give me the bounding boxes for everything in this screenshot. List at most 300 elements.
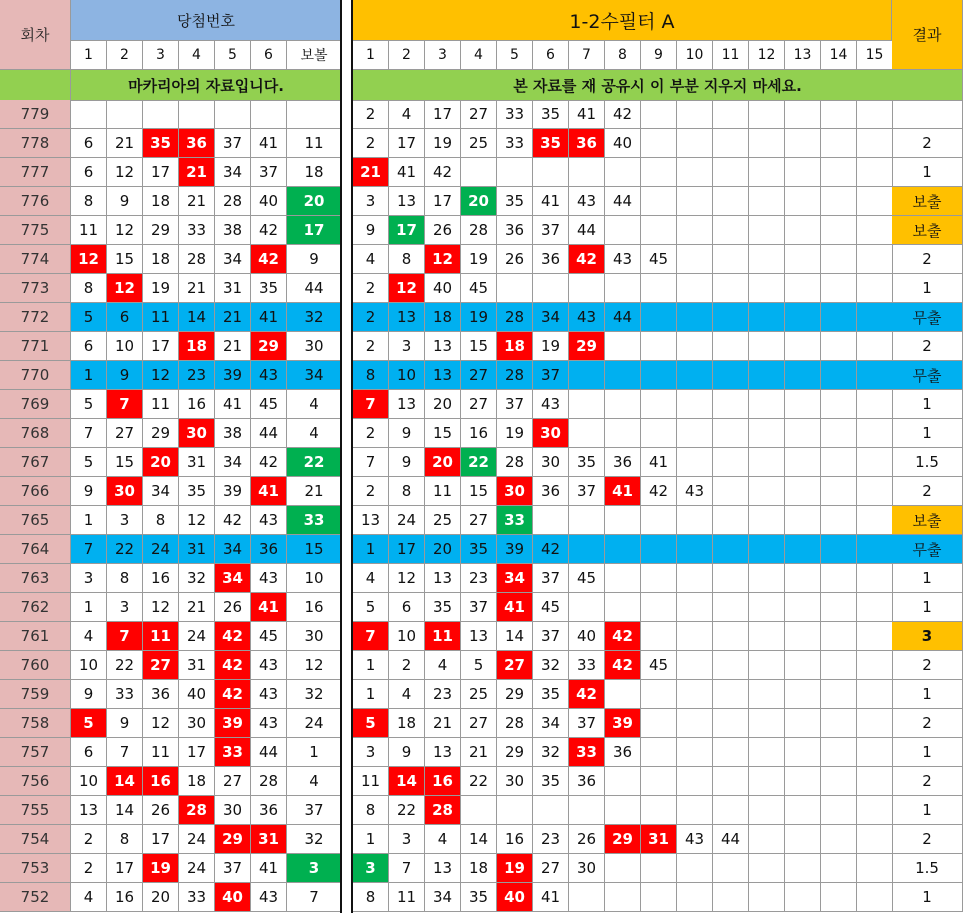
filter-number-cell[interactable] [785, 332, 821, 361]
filter-number-cell[interactable]: 5 [461, 651, 497, 680]
filter-number-cell[interactable] [785, 564, 821, 593]
filter-number-cell[interactable] [641, 593, 677, 622]
filter-number-cell[interactable] [749, 390, 785, 419]
filter-number-cell[interactable]: 9 [353, 216, 389, 245]
draw-number-cell[interactable]: 34 [215, 245, 251, 274]
header-filter-col[interactable]: 11 [713, 41, 749, 70]
filter-number-cell[interactable] [821, 796, 857, 825]
draw-number-cell[interactable]: 1 [71, 361, 107, 390]
header-draw-col[interactable]: 4 [179, 41, 215, 70]
draw-number-cell[interactable]: 14 [107, 796, 143, 825]
filter-number-cell[interactable] [461, 158, 497, 187]
filter-number-cell[interactable]: 15 [425, 419, 461, 448]
filter-number-cell[interactable] [533, 506, 569, 535]
draw-number-cell[interactable]: 31 [179, 448, 215, 477]
filter-number-cell[interactable] [677, 593, 713, 622]
header-filter-col[interactable]: 6 [533, 41, 569, 70]
filter-number-cell[interactable]: 40 [605, 129, 641, 158]
filter-number-cell[interactable] [785, 390, 821, 419]
filter-number-cell[interactable] [821, 506, 857, 535]
round-cell[interactable]: 755 [0, 796, 71, 825]
filter-number-cell[interactable]: 31 [641, 825, 677, 854]
filter-number-cell[interactable]: 20 [461, 187, 497, 216]
filter-number-cell[interactable] [821, 419, 857, 448]
draw-number-cell[interactable]: 42 [251, 245, 287, 274]
header-filter-col[interactable]: 9 [641, 41, 677, 70]
filter-number-cell[interactable]: 44 [605, 187, 641, 216]
filter-number-cell[interactable]: 34 [533, 709, 569, 738]
draw-number-cell[interactable]: 17 [143, 158, 179, 187]
draw-number-cell[interactable]: 12 [71, 245, 107, 274]
filter-number-cell[interactable] [749, 100, 785, 129]
filter-number-cell[interactable]: 23 [461, 564, 497, 593]
filter-number-cell[interactable]: 18 [461, 854, 497, 883]
filter-number-cell[interactable]: 23 [533, 825, 569, 854]
filter-number-cell[interactable] [713, 245, 749, 274]
draw-number-cell[interactable]: 7 [107, 622, 143, 651]
filter-number-cell[interactable]: 19 [461, 303, 497, 332]
draw-number-cell[interactable]: 26 [143, 796, 179, 825]
filter-number-cell[interactable] [641, 564, 677, 593]
draw-number-cell[interactable]: 41 [251, 593, 287, 622]
draw-number-cell[interactable]: 1 [71, 506, 107, 535]
filter-number-cell[interactable] [605, 506, 641, 535]
draw-number-cell[interactable]: 8 [107, 564, 143, 593]
bonus-cell[interactable]: 4 [287, 390, 342, 419]
filter-number-cell[interactable]: 27 [461, 361, 497, 390]
filter-number-cell[interactable]: 22 [461, 767, 497, 796]
filter-number-cell[interactable] [857, 245, 893, 274]
draw-number-cell[interactable]: 11 [143, 390, 179, 419]
draw-number-cell[interactable]: 41 [251, 129, 287, 158]
draw-number-cell[interactable]: 29 [143, 419, 179, 448]
result-cell[interactable]: 2 [892, 825, 963, 854]
filter-number-cell[interactable] [749, 767, 785, 796]
filter-number-cell[interactable]: 35 [461, 535, 497, 564]
filter-number-cell[interactable]: 35 [533, 100, 569, 129]
filter-number-cell[interactable]: 34 [533, 303, 569, 332]
bonus-cell[interactable]: 24 [287, 709, 342, 738]
filter-number-cell[interactable]: 41 [389, 158, 425, 187]
draw-number-cell[interactable]: 29 [143, 216, 179, 245]
draw-number-cell[interactable]: 43 [251, 883, 287, 912]
draw-number-cell[interactable]: 28 [179, 796, 215, 825]
header-filter-col[interactable]: 1 [353, 41, 389, 70]
filter-number-cell[interactable] [677, 361, 713, 390]
filter-number-cell[interactable]: 9 [389, 419, 425, 448]
draw-number-cell[interactable]: 21 [179, 593, 215, 622]
filter-number-cell[interactable]: 44 [605, 303, 641, 332]
filter-number-cell[interactable]: 42 [605, 651, 641, 680]
filter-number-cell[interactable] [677, 100, 713, 129]
filter-number-cell[interactable]: 35 [533, 767, 569, 796]
draw-number-cell[interactable]: 7 [107, 390, 143, 419]
draw-number-cell[interactable]: 35 [143, 129, 179, 158]
filter-number-cell[interactable] [857, 274, 893, 303]
result-cell[interactable]: 2 [892, 129, 963, 158]
filter-number-cell[interactable]: 2 [353, 477, 389, 506]
result-cell[interactable]: 1 [892, 883, 963, 912]
draw-number-cell[interactable]: 8 [143, 506, 179, 535]
draw-number-cell[interactable]: 39 [215, 477, 251, 506]
filter-number-cell[interactable] [785, 593, 821, 622]
filter-number-cell[interactable] [785, 535, 821, 564]
round-cell[interactable]: 760 [0, 651, 71, 680]
round-cell[interactable]: 779 [0, 100, 71, 129]
filter-number-cell[interactable] [677, 390, 713, 419]
filter-number-cell[interactable]: 12 [389, 564, 425, 593]
draw-number-cell[interactable]: 42 [251, 448, 287, 477]
filter-number-cell[interactable]: 1 [353, 680, 389, 709]
filter-number-cell[interactable] [857, 187, 893, 216]
filter-number-cell[interactable]: 26 [497, 245, 533, 274]
filter-number-cell[interactable] [569, 158, 605, 187]
draw-number-cell[interactable]: 17 [179, 738, 215, 767]
draw-number-cell[interactable]: 4 [71, 883, 107, 912]
filter-number-cell[interactable]: 37 [533, 564, 569, 593]
filter-number-cell[interactable] [857, 680, 893, 709]
filter-number-cell[interactable]: 7 [353, 390, 389, 419]
bonus-cell[interactable]: 20 [287, 187, 342, 216]
filter-number-cell[interactable]: 7 [389, 854, 425, 883]
round-cell[interactable]: 778 [0, 129, 71, 158]
filter-number-cell[interactable]: 1 [353, 825, 389, 854]
filter-number-cell[interactable] [605, 158, 641, 187]
filter-number-cell[interactable] [677, 506, 713, 535]
filter-number-cell[interactable]: 34 [425, 883, 461, 912]
bonus-cell[interactable]: 34 [287, 361, 342, 390]
filter-number-cell[interactable]: 27 [461, 390, 497, 419]
filter-number-cell[interactable]: 26 [425, 216, 461, 245]
filter-number-cell[interactable]: 2 [353, 129, 389, 158]
bonus-cell[interactable]: 30 [287, 622, 342, 651]
filter-number-cell[interactable]: 17 [389, 129, 425, 158]
draw-number-cell[interactable]: 19 [143, 274, 179, 303]
filter-number-cell[interactable] [857, 883, 893, 912]
round-cell[interactable]: 756 [0, 767, 71, 796]
draw-number-cell[interactable]: 6 [107, 303, 143, 332]
filter-number-cell[interactable] [569, 274, 605, 303]
draw-number-cell[interactable]: 31 [215, 274, 251, 303]
round-cell[interactable]: 773 [0, 274, 71, 303]
filter-number-cell[interactable]: 30 [497, 477, 533, 506]
bonus-cell[interactable]: 32 [287, 825, 342, 854]
filter-number-cell[interactable]: 1 [353, 651, 389, 680]
filter-number-cell[interactable]: 20 [425, 390, 461, 419]
filter-number-cell[interactable] [677, 129, 713, 158]
filter-number-cell[interactable]: 36 [605, 448, 641, 477]
filter-number-cell[interactable] [497, 796, 533, 825]
draw-number-cell[interactable]: 10 [71, 651, 107, 680]
result-cell[interactable]: 1 [892, 680, 963, 709]
filter-number-cell[interactable] [569, 593, 605, 622]
filter-number-cell[interactable] [785, 361, 821, 390]
filter-number-cell[interactable] [641, 767, 677, 796]
filter-number-cell[interactable] [857, 535, 893, 564]
filter-number-cell[interactable] [821, 303, 857, 332]
filter-number-cell[interactable] [749, 448, 785, 477]
result-cell[interactable]: 1 [892, 158, 963, 187]
filter-number-cell[interactable]: 29 [497, 738, 533, 767]
filter-number-cell[interactable] [821, 477, 857, 506]
round-cell[interactable]: 770 [0, 361, 71, 390]
draw-number-cell[interactable]: 34 [215, 448, 251, 477]
filter-number-cell[interactable] [677, 796, 713, 825]
draw-number-cell[interactable]: 8 [71, 187, 107, 216]
filter-number-cell[interactable] [533, 158, 569, 187]
draw-number-cell[interactable]: 31 [179, 535, 215, 564]
bonus-cell[interactable]: 4 [287, 767, 342, 796]
filter-number-cell[interactable]: 3 [353, 854, 389, 883]
draw-number-cell[interactable]: 42 [215, 680, 251, 709]
draw-number-cell[interactable]: 2 [71, 854, 107, 883]
filter-number-cell[interactable] [821, 245, 857, 274]
filter-number-cell[interactable]: 16 [461, 419, 497, 448]
result-cell[interactable]: 2 [892, 477, 963, 506]
result-cell[interactable]: 무출 [892, 361, 963, 390]
bonus-cell[interactable]: 37 [287, 796, 342, 825]
draw-number-cell[interactable]: 41 [251, 303, 287, 332]
filter-number-cell[interactable]: 35 [497, 187, 533, 216]
header-draw-col[interactable]: 5 [215, 41, 251, 70]
filter-number-cell[interactable] [497, 274, 533, 303]
filter-number-cell[interactable] [713, 738, 749, 767]
result-cell[interactable]: 1 [892, 390, 963, 419]
filter-number-cell[interactable] [641, 709, 677, 738]
filter-number-cell[interactable]: 29 [497, 680, 533, 709]
filter-number-cell[interactable] [641, 129, 677, 158]
filter-number-cell[interactable]: 19 [533, 332, 569, 361]
filter-number-cell[interactable] [749, 825, 785, 854]
draw-number-cell[interactable]: 37 [215, 129, 251, 158]
filter-number-cell[interactable] [749, 187, 785, 216]
filter-number-cell[interactable]: 33 [497, 506, 533, 535]
filter-number-cell[interactable] [713, 100, 749, 129]
draw-number-cell[interactable]: 43 [251, 564, 287, 593]
filter-number-cell[interactable] [821, 158, 857, 187]
filter-number-cell[interactable]: 35 [461, 883, 497, 912]
filter-number-cell[interactable] [713, 506, 749, 535]
filter-number-cell[interactable] [857, 593, 893, 622]
draw-number-cell[interactable]: 12 [107, 158, 143, 187]
filter-number-cell[interactable]: 26 [569, 825, 605, 854]
filter-number-cell[interactable]: 4 [353, 245, 389, 274]
header-filter-col[interactable]: 10 [677, 41, 713, 70]
draw-number-cell[interactable]: 5 [71, 303, 107, 332]
draw-number-cell[interactable]: 41 [251, 854, 287, 883]
filter-number-cell[interactable]: 25 [461, 129, 497, 158]
round-cell[interactable]: 754 [0, 825, 71, 854]
filter-number-cell[interactable]: 42 [605, 100, 641, 129]
header-draw[interactable]: 당첨번호 [71, 0, 342, 41]
bonus-cell[interactable]: 9 [287, 245, 342, 274]
draw-number-cell[interactable]: 16 [107, 883, 143, 912]
draw-number-cell[interactable]: 39 [215, 361, 251, 390]
draw-number-cell[interactable]: 38 [215, 419, 251, 448]
filter-number-cell[interactable]: 4 [425, 651, 461, 680]
filter-number-cell[interactable]: 24 [389, 506, 425, 535]
filter-number-cell[interactable] [785, 506, 821, 535]
filter-number-cell[interactable]: 45 [533, 593, 569, 622]
result-cell[interactable]: 2 [892, 651, 963, 680]
bonus-cell[interactable]: 10 [287, 564, 342, 593]
result-cell[interactable]: 1 [892, 274, 963, 303]
result-cell[interactable]: 1.5 [892, 448, 963, 477]
filter-number-cell[interactable] [461, 796, 497, 825]
filter-number-cell[interactable]: 42 [641, 477, 677, 506]
filter-number-cell[interactable] [713, 303, 749, 332]
draw-number-cell[interactable]: 35 [251, 274, 287, 303]
filter-number-cell[interactable] [785, 680, 821, 709]
filter-number-cell[interactable]: 41 [569, 100, 605, 129]
filter-number-cell[interactable]: 33 [497, 100, 533, 129]
filter-number-cell[interactable] [641, 883, 677, 912]
header-filter-col[interactable]: 3 [425, 41, 461, 70]
draw-number-cell[interactable]: 37 [251, 158, 287, 187]
filter-number-cell[interactable]: 17 [425, 187, 461, 216]
filter-number-cell[interactable]: 28 [497, 448, 533, 477]
filter-number-cell[interactable] [857, 129, 893, 158]
filter-number-cell[interactable] [641, 274, 677, 303]
filter-number-cell[interactable] [785, 158, 821, 187]
filter-number-cell[interactable] [605, 593, 641, 622]
draw-number-cell[interactable]: 26 [215, 593, 251, 622]
draw-number-cell[interactable]: 27 [107, 419, 143, 448]
filter-number-cell[interactable] [785, 709, 821, 738]
header-filter-col[interactable]: 2 [389, 41, 425, 70]
bonus-cell[interactable]: 30 [287, 332, 342, 361]
filter-number-cell[interactable] [677, 767, 713, 796]
filter-number-cell[interactable] [713, 564, 749, 593]
bonus-cell[interactable]: 3 [287, 854, 342, 883]
filter-number-cell[interactable]: 17 [389, 535, 425, 564]
draw-number-cell[interactable]: 44 [251, 738, 287, 767]
round-cell[interactable]: 759 [0, 680, 71, 709]
filter-number-cell[interactable] [605, 796, 641, 825]
round-cell[interactable]: 766 [0, 477, 71, 506]
filter-number-cell[interactable] [749, 593, 785, 622]
filter-number-cell[interactable] [713, 477, 749, 506]
filter-number-cell[interactable] [533, 274, 569, 303]
draw-number-cell[interactable]: 43 [251, 651, 287, 680]
header-filter-col[interactable]: 12 [749, 41, 785, 70]
filter-number-cell[interactable]: 39 [605, 709, 641, 738]
bonus-cell[interactable]: 4 [287, 419, 342, 448]
draw-number-cell[interactable]: 9 [107, 361, 143, 390]
result-cell[interactable]: 2 [892, 332, 963, 361]
round-cell[interactable]: 763 [0, 564, 71, 593]
draw-number-cell[interactable]: 33 [107, 680, 143, 709]
filter-number-cell[interactable] [677, 332, 713, 361]
filter-number-cell[interactable] [713, 767, 749, 796]
draw-number-cell[interactable]: 6 [71, 129, 107, 158]
draw-number-cell[interactable]: 15 [107, 448, 143, 477]
filter-number-cell[interactable] [677, 187, 713, 216]
header-draw-col[interactable]: 3 [143, 41, 179, 70]
draw-number-cell[interactable]: 8 [71, 274, 107, 303]
filter-number-cell[interactable]: 2 [389, 651, 425, 680]
draw-number-cell[interactable]: 34 [215, 564, 251, 593]
filter-number-cell[interactable] [857, 564, 893, 593]
filter-number-cell[interactable]: 43 [569, 303, 605, 332]
filter-number-cell[interactable] [677, 274, 713, 303]
draw-number-cell[interactable]: 24 [179, 825, 215, 854]
filter-number-cell[interactable] [785, 825, 821, 854]
filter-number-cell[interactable] [857, 506, 893, 535]
filter-number-cell[interactable]: 3 [353, 738, 389, 767]
filter-number-cell[interactable] [749, 506, 785, 535]
draw-number-cell[interactable]: 29 [215, 825, 251, 854]
draw-number-cell[interactable]: 1 [71, 593, 107, 622]
filter-number-cell[interactable] [857, 825, 893, 854]
filter-number-cell[interactable] [749, 680, 785, 709]
draw-number-cell[interactable]: 21 [179, 158, 215, 187]
filter-number-cell[interactable] [713, 274, 749, 303]
filter-number-cell[interactable] [821, 216, 857, 245]
draw-number-cell[interactable]: 36 [251, 796, 287, 825]
filter-number-cell[interactable] [785, 796, 821, 825]
draw-number-cell[interactable]: 45 [251, 390, 287, 419]
draw-number-cell[interactable]: 40 [251, 187, 287, 216]
result-cell[interactable]: 2 [892, 767, 963, 796]
draw-number-cell[interactable]: 16 [179, 390, 215, 419]
filter-number-cell[interactable]: 40 [569, 622, 605, 651]
filter-number-cell[interactable]: 2 [353, 303, 389, 332]
draw-number-cell[interactable]: 33 [215, 738, 251, 767]
filter-number-cell[interactable]: 37 [569, 709, 605, 738]
note-right[interactable]: 본 자료를 재 공유시 이 부분 지우지 마세요. [353, 70, 963, 101]
result-cell[interactable]: 무출 [892, 303, 963, 332]
note-left[interactable]: 마카리아의 자료입니다. [71, 70, 342, 101]
filter-number-cell[interactable]: 20 [425, 535, 461, 564]
filter-number-cell[interactable]: 23 [425, 680, 461, 709]
filter-number-cell[interactable]: 36 [569, 129, 605, 158]
filter-number-cell[interactable] [713, 709, 749, 738]
filter-number-cell[interactable]: 13 [425, 361, 461, 390]
filter-number-cell[interactable]: 30 [533, 419, 569, 448]
filter-number-cell[interactable] [857, 419, 893, 448]
round-cell[interactable]: 757 [0, 738, 71, 767]
bonus-cell[interactable]: 18 [287, 158, 342, 187]
filter-number-cell[interactable]: 13 [425, 332, 461, 361]
round-cell[interactable]: 758 [0, 709, 71, 738]
filter-number-cell[interactable] [785, 245, 821, 274]
filter-number-cell[interactable] [497, 158, 533, 187]
filter-number-cell[interactable] [677, 535, 713, 564]
filter-number-cell[interactable]: 36 [533, 477, 569, 506]
draw-number-cell[interactable]: 30 [215, 796, 251, 825]
header-draw-col[interactable]: 2 [107, 41, 143, 70]
filter-number-cell[interactable]: 6 [389, 593, 425, 622]
draw-number-cell[interactable]: 31 [179, 651, 215, 680]
draw-number-cell[interactable]: 12 [107, 274, 143, 303]
filter-number-cell[interactable] [785, 129, 821, 158]
filter-number-cell[interactable] [749, 709, 785, 738]
filter-number-cell[interactable] [569, 419, 605, 448]
filter-number-cell[interactable] [605, 419, 641, 448]
filter-number-cell[interactable] [569, 883, 605, 912]
result-cell[interactable]: 2 [892, 245, 963, 274]
filter-number-cell[interactable]: 36 [569, 767, 605, 796]
round-cell[interactable]: 752 [0, 883, 71, 912]
draw-number-cell[interactable]: 29 [251, 332, 287, 361]
filter-number-cell[interactable]: 8 [353, 796, 389, 825]
filter-number-cell[interactable]: 27 [461, 100, 497, 129]
draw-number-cell[interactable]: 7 [71, 535, 107, 564]
filter-number-cell[interactable]: 19 [497, 419, 533, 448]
filter-number-cell[interactable] [821, 680, 857, 709]
filter-number-cell[interactable]: 37 [497, 390, 533, 419]
